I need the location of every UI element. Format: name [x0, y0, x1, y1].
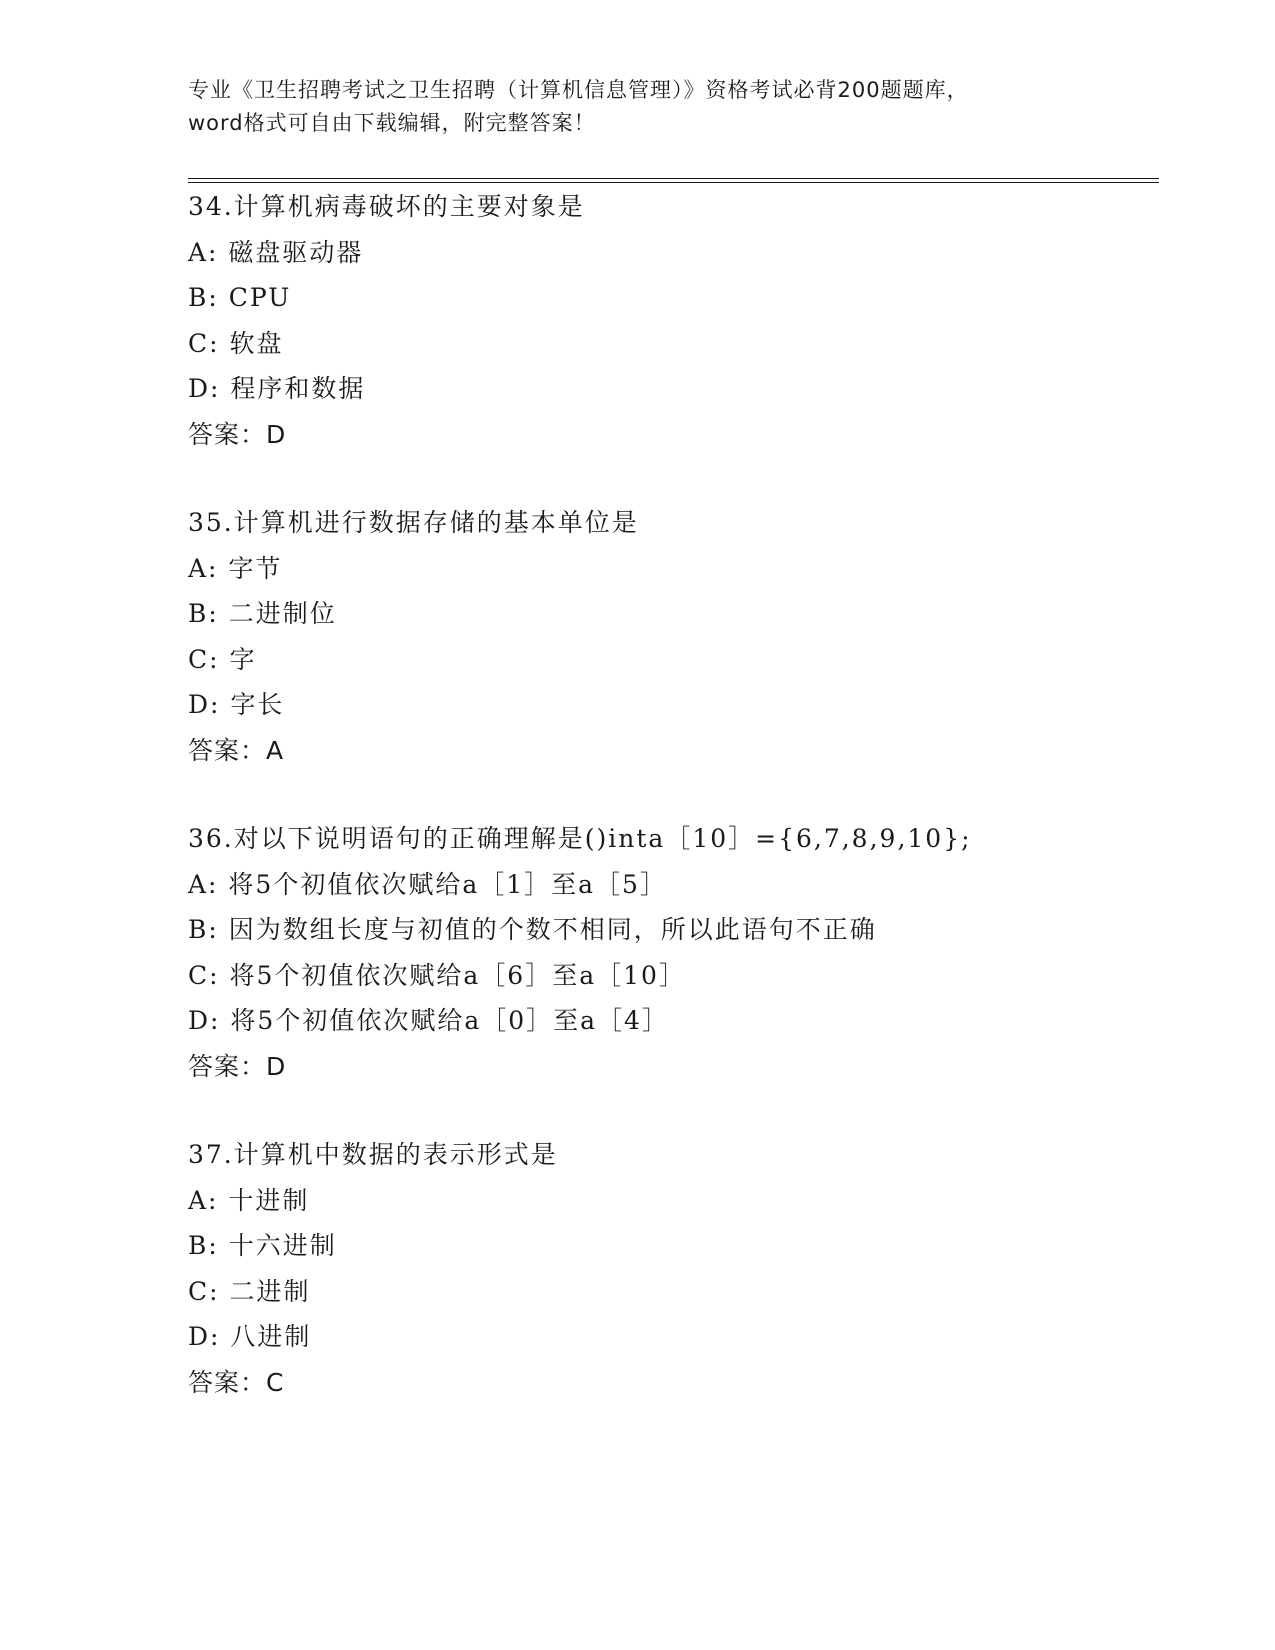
header-line-2: word格式可自由下载编辑，附完整答案！	[188, 111, 596, 135]
option-a: A: 十进制	[188, 1185, 310, 1215]
question-stem: 36.对以下说明语句的正确理解是()inta［10］={6,7,8,9,10};	[188, 824, 972, 853]
option-b: B: 二进制位	[188, 599, 337, 628]
question-37	[188, 1132, 1188, 1405]
document-header	[188, 74, 1088, 140]
question-34	[188, 184, 1188, 457]
option-d: D: 八进制	[188, 1322, 312, 1351]
option-b: B: 因为数组长度与初值的个数不相同，所以此语句不正确	[188, 915, 877, 944]
answer: 答案：D	[188, 419, 287, 449]
header-divider	[188, 178, 1159, 183]
option-b: B: 十六进制	[188, 1231, 337, 1260]
answer: 答案：A	[188, 735, 285, 765]
option-d: D: 程序和数据	[188, 374, 366, 403]
option-c: C: 二进制	[188, 1276, 311, 1306]
option-c: C: 软盘	[188, 328, 284, 358]
option-b: B: CPU	[188, 283, 292, 312]
answer: 答案：D	[188, 1051, 287, 1081]
question-stem: 34.计算机病毒破坏的主要对象是	[188, 192, 585, 221]
option-c: C: 将5个初值依次赋给a［6］至a［10］	[188, 960, 686, 990]
option-a: A: 磁盘驱动器	[188, 237, 364, 267]
option-d: D: 字长	[188, 690, 285, 719]
answer: 答案：C	[188, 1367, 285, 1397]
header-line-1: 专业《卫生招聘考试之卫生招聘（计算机信息管理）》资格考试必背200题题库，	[188, 78, 969, 102]
option-a: A: 字节	[188, 553, 283, 583]
option-d: D: 将5个初值依次赋给a［0］至a［4］	[188, 1006, 669, 1035]
option-a: A: 将5个初值依次赋给a［1］至a［5］	[188, 869, 667, 899]
option-c: C: 字	[188, 644, 257, 674]
question-stem: 37.计算机中数据的表示形式是	[188, 1140, 558, 1169]
question-stem: 35.计算机进行数据存储的基本单位是	[188, 508, 639, 537]
question-36	[188, 816, 1188, 1089]
question-35	[188, 500, 1188, 773]
